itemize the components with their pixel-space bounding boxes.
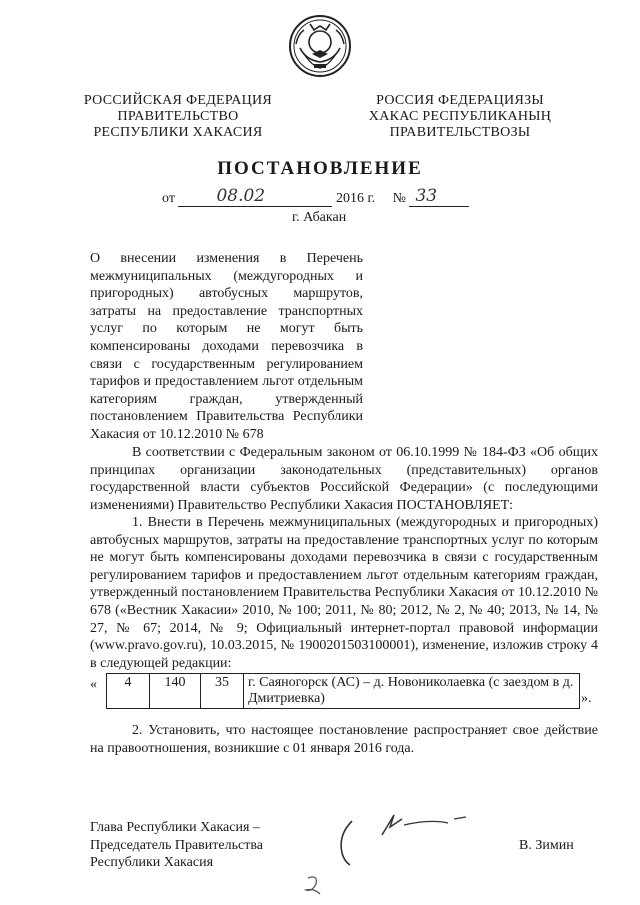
clause-1-paragraph: 1. Внести в Перечень межмуниципальных (междугородных и пригородных) автобусных маршрутов, затраты на предоставление транспортных услуг по которым не могут быть компенсированы доходами перевозчика в связи с государственным регулированием тарифов и предоставлением льгот отдельным категориям граждан, утвержденный постановлением Правительства Республики Хакасия от 10.12.2010 № 678 («Вестник Хакасии» 2010, № 100; 2011, № 80; 2012, № 2, № 40; 2013, № 14, № 27, № 67; 2014, № 9; Официальный интернет-портал правовой информации (www.pravo.gov.ru), 10.03.2015, № 1900201503100001), изменение, изложив строку 4 в следующей редакции: bbox=[90, 515, 598, 671]
header-left-line: РЕСПУБЛИКИ ХАКАСИЯ bbox=[93, 125, 263, 140]
header-right-line: ПРАВИТЕЛЬСТВОЗЫ bbox=[389, 125, 531, 140]
date-prefix: от bbox=[162, 191, 175, 206]
number-field bbox=[409, 186, 469, 207]
signature-line: Председатель Правительства bbox=[90, 837, 263, 853]
table-row bbox=[107, 674, 580, 709]
header-left-line: ПРАВИТЕЛЬСТВО bbox=[117, 109, 239, 124]
document-title: ПОСТАНОВЛЕНИЕ bbox=[217, 158, 423, 179]
number-handwritten: 33 bbox=[415, 186, 438, 206]
date-field bbox=[178, 186, 332, 207]
city: г. Абакан bbox=[292, 210, 347, 225]
document-subject: О внесении изменения в Перечень межмуниципальных (междугородных и пригородных) автобусных маршрутов, затраты на предоставление транспортных услуг по которым не могут быть компенсированы доходами перевозчика в связи с государственным регулированием тарифов и предоставлением льгот отдельным категориям граждан, утвержденный постановлением Правительства Республики Хакасия от 10.12.2010 № 678 bbox=[90, 251, 363, 442]
handwritten-signature bbox=[330, 805, 480, 875]
close-quote: ». bbox=[581, 691, 592, 706]
coat-of-arms-icon bbox=[288, 14, 352, 78]
header-right-line: РОССИЯ ФЕДЕРАЦИЯЗЫ bbox=[376, 93, 544, 108]
signature-line: Республики Хакасия bbox=[90, 855, 214, 871]
date-year: 2016 г. bbox=[335, 191, 376, 206]
signature-block bbox=[90, 819, 263, 872]
header-left bbox=[78, 93, 278, 141]
preamble-paragraph: В соответствии с Федеральным законом от 06.10.1999 № 184-ФЗ «Об общих принципах организации законодательных (представительных) органов государственной власти субъектов Российской Федерации» (с последующими изменениями) Правительство Республики Хакасия ПОСТАНОВЛЯЕТ: bbox=[90, 445, 598, 513]
header-right bbox=[360, 93, 560, 141]
signature-line: Глава Республики Хакасия – bbox=[90, 820, 260, 835]
date-handwritten: 08.02 bbox=[216, 186, 266, 206]
table-cell-route-code: 140 bbox=[150, 674, 201, 709]
scribble-mark bbox=[298, 872, 328, 898]
header-right-line: ХАКАС РЕСПУБЛИКАНЫҢ bbox=[368, 109, 552, 124]
signer-name: В. Зимин bbox=[519, 838, 574, 853]
route-table bbox=[106, 673, 580, 709]
date-number-line bbox=[162, 186, 469, 207]
clause-2-paragraph: 2. Установить, что настоящее постановление распространяет свое действие на правоотношения, возникшие с 01 января 2016 года. bbox=[90, 723, 598, 756]
number-sign: № bbox=[392, 191, 406, 206]
table-cell-distance: 35 bbox=[201, 674, 244, 709]
open-quote: « bbox=[90, 677, 97, 692]
header-left-line: РОССИЙСКАЯ ФЕДЕРАЦИЯ bbox=[83, 93, 273, 108]
table-cell-route-name: г. Саяногорск (АС) – д. Новониколаевка (с заездом в д. Дмитриевка) bbox=[244, 674, 580, 709]
table-cell-number: 4 bbox=[107, 674, 150, 709]
